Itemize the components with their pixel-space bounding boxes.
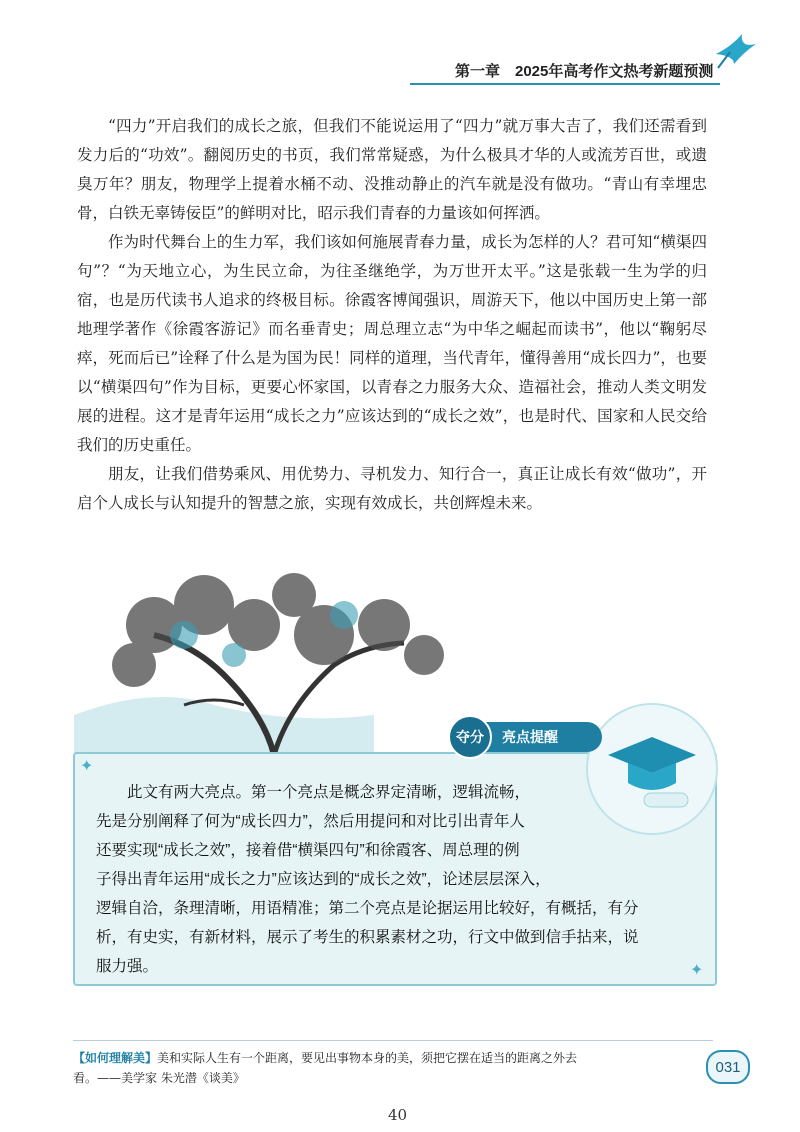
- quote-line: 美和实际人生有一个距离，要见出事物本身的美，须把它摆在适当的距离之外去: [157, 1051, 578, 1065]
- highlight-line: 还要实现“成长之效”，接着借“横渠四句”和徐霞客、周总理的例: [96, 842, 520, 859]
- scan-page-number: 40: [388, 1106, 408, 1124]
- essay-paragraph: 作为时代舞台上的生力军，我们该如何施展青春力量，成长为怎样的人？君可知“横渠四句”？“为天地立心，为生民立命，为往圣继绝学，为万世开太平。”这是张载一生为学的归宿，也是历代读书人追求的终极目标。徐霞客博闻强识，周游天下，他以中国历史上第一部地理学著作《徐霞客游记》而名垂青史；周总理立志“为中华之崛起而读书”，他以“鞠躬尽瘁，死而后已”诠释了什么是为国为民！同样的道理，当代青年，懂得善用“成长四力”，也要以“横渠四句”作为目标，更要心怀家国，以青春之力服务大众、造福社会，推动人类文明发展的进程。这才是青年运用“成长之力”应该达到的“成长之效”，也是时代、国家和人民交给我们的历史重任。: [77, 233, 707, 454]
- page-number: 031: [706, 1050, 750, 1084]
- quote-line: 看。——美学家 朱光潜《谈美》: [73, 1071, 245, 1085]
- highlight-line: 析，有史实，有新材料，展示了考生的积累素材之功，行文中做到信手拈来，说: [96, 929, 639, 946]
- essay-body: [77, 112, 707, 518]
- highlight-line: 子得出青年运用“成长之力”应该达到的“成长之效”，论述层层深入，: [96, 871, 551, 888]
- highlight-text: [96, 778, 676, 981]
- footer-rule: [73, 1040, 713, 1041]
- quote-key: 【如何理解美】: [73, 1051, 158, 1065]
- highlight-line: 服力强。: [96, 958, 159, 975]
- highlight-line: 先是分别阐释了何为“成长四力”，然后用提问和对比引出青年人: [96, 813, 525, 830]
- tag-label: 亮点提醒: [502, 729, 558, 745]
- chapter-header: 第一章 2025年高考作文热考新题预测: [455, 63, 714, 80]
- highlight-line: 此文有两大亮点。第一个亮点是概念界定清晰，逻辑流畅，: [96, 784, 531, 801]
- tag-badge: 夺分: [448, 715, 492, 759]
- highlight-line: 逻辑自洽，条理清晰，用语精准；第二个亮点是论据运用比较好，有概括，有分: [96, 900, 639, 917]
- header-rule: [410, 83, 720, 85]
- tree-illustration: [74, 565, 494, 765]
- essay-paragraph: “四力”开启我们的成长之旅，但我们不能说运用了“四力”就万事大吉了，我们还需看到发力后的“功效”。翻阅历史的书页，我们常常疑惑，为什么极具才华的人或流芳百世，或遗臭万年？朋友，物理学上提着水桶不动、没推动静止的汽车就是没有做功。“青山有幸埋忠骨，白铁无辜铸佞臣”的鲜明对比，昭示我们青春的力量该如何挥洒。: [77, 117, 707, 222]
- footer-quote: [73, 1048, 683, 1088]
- sparkle-icon: ✦: [690, 960, 704, 979]
- highlight-tag: [452, 722, 602, 752]
- sparkle-icon: ✦: [80, 756, 94, 775]
- essay-paragraph: 朋友，让我们借势乘风、用优势力、寻机发力、知行合一，真正让成长有效“做功”，开启个人成长与认知提升的智慧之旅，实现有效成长，共创辉煌未来。: [77, 465, 707, 512]
